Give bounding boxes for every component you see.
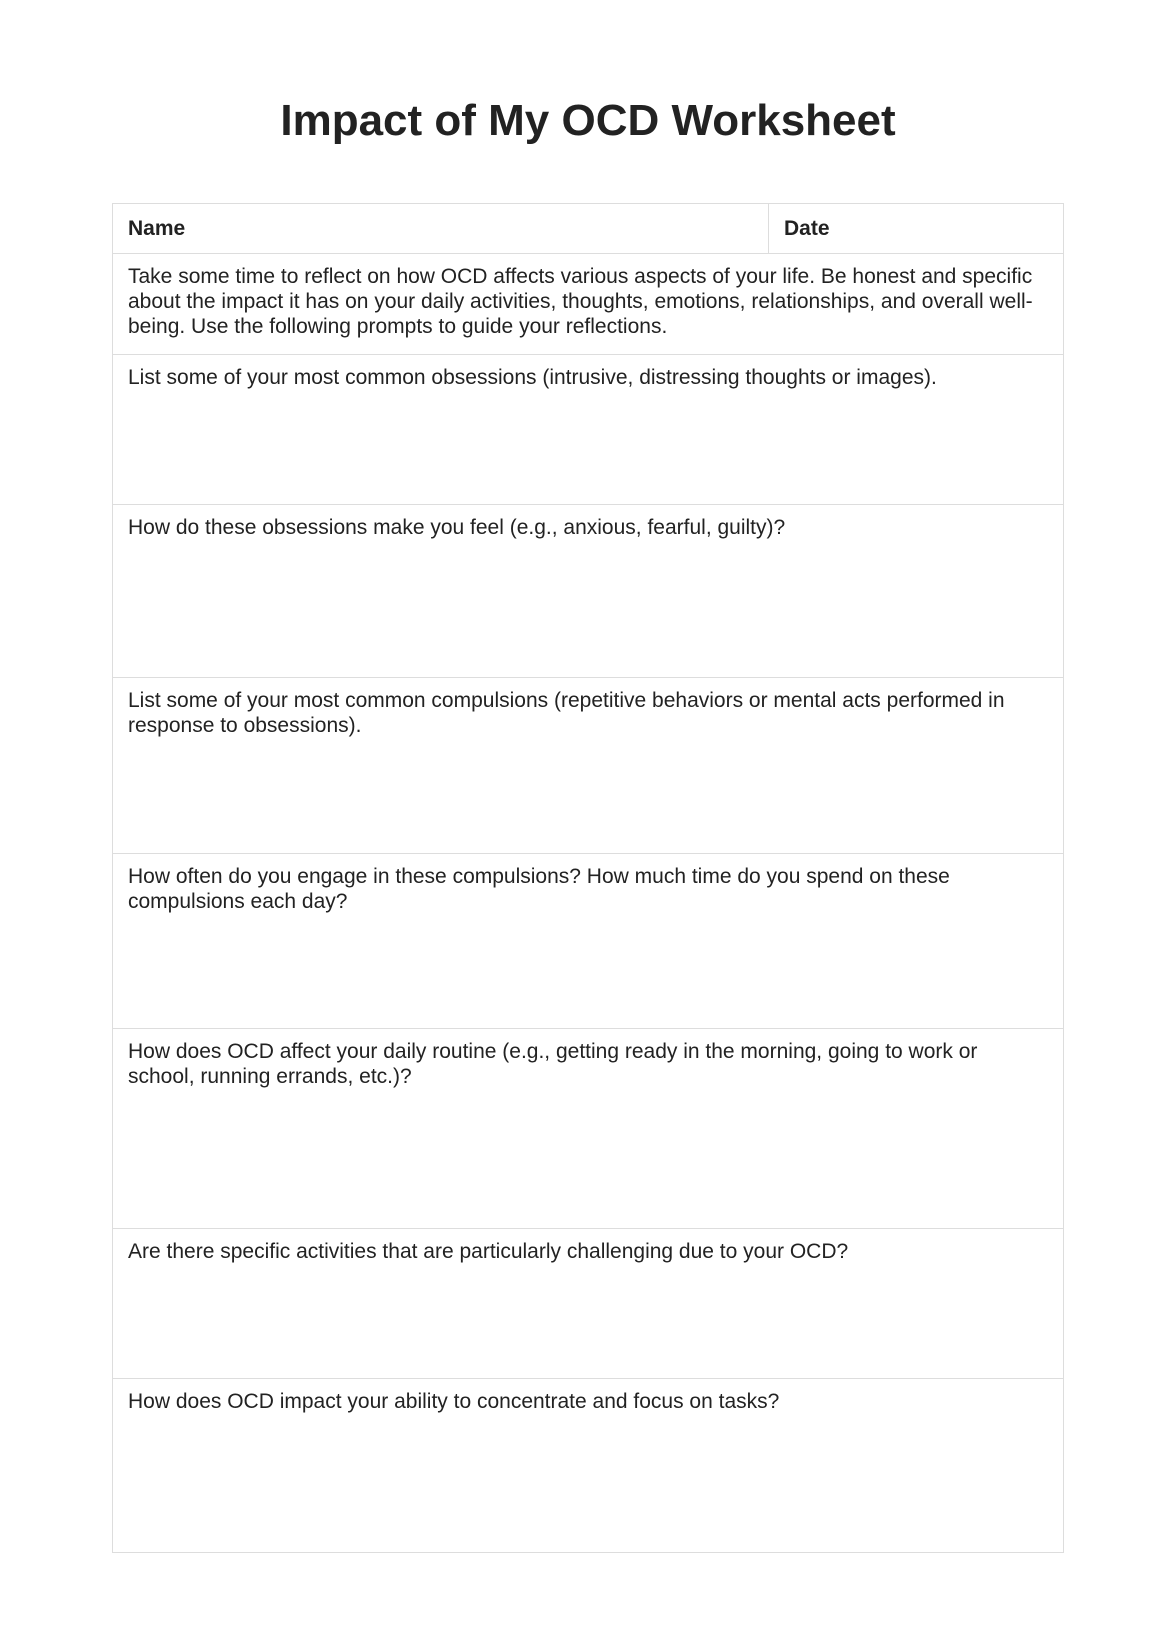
header-row: [113, 204, 1063, 253]
prompt-compulsion-frequency[interactable]: How often do you engage in these compulsions? How much time do you spend on these compulsions each day?: [113, 853, 1063, 1028]
name-field[interactable]: Name: [113, 204, 769, 253]
date-field[interactable]: Date: [784, 217, 830, 240]
page-title: Impact of My OCD Worksheet: [280, 96, 896, 145]
prompt-challenging-activities[interactable]: Are there specific activities that are particularly challenging due to your OCD?: [113, 1228, 1063, 1378]
prompt-compulsions[interactable]: List some of your most common compulsions (repetitive behaviors or mental acts performed in response to obsessions).: [113, 677, 1063, 853]
prompt-obsession-feelings[interactable]: How do these obsessions make you feel (e.g., anxious, fearful, guilty)?: [113, 504, 1063, 677]
prompt-obsessions[interactable]: List some of your most common obsessions (intrusive, distressing thoughts or images).: [113, 354, 1063, 504]
prompt-concentration[interactable]: How does OCD impact your ability to concentrate and focus on tasks?: [113, 1378, 1063, 1552]
worksheet-table: [112, 203, 1064, 1553]
prompt-daily-routine[interactable]: How does OCD affect your daily routine (e.g., getting ready in the morning, going to work or school, running errands, etc.)?: [113, 1028, 1063, 1228]
intro-text: Take some time to reflect on how OCD affects various aspects of your life. Be honest and specific about the impact it has on your daily activities, thoughts, emotions, relationships, and overall well-being. Use the following prompts to guide your reflections.: [113, 253, 1063, 354]
